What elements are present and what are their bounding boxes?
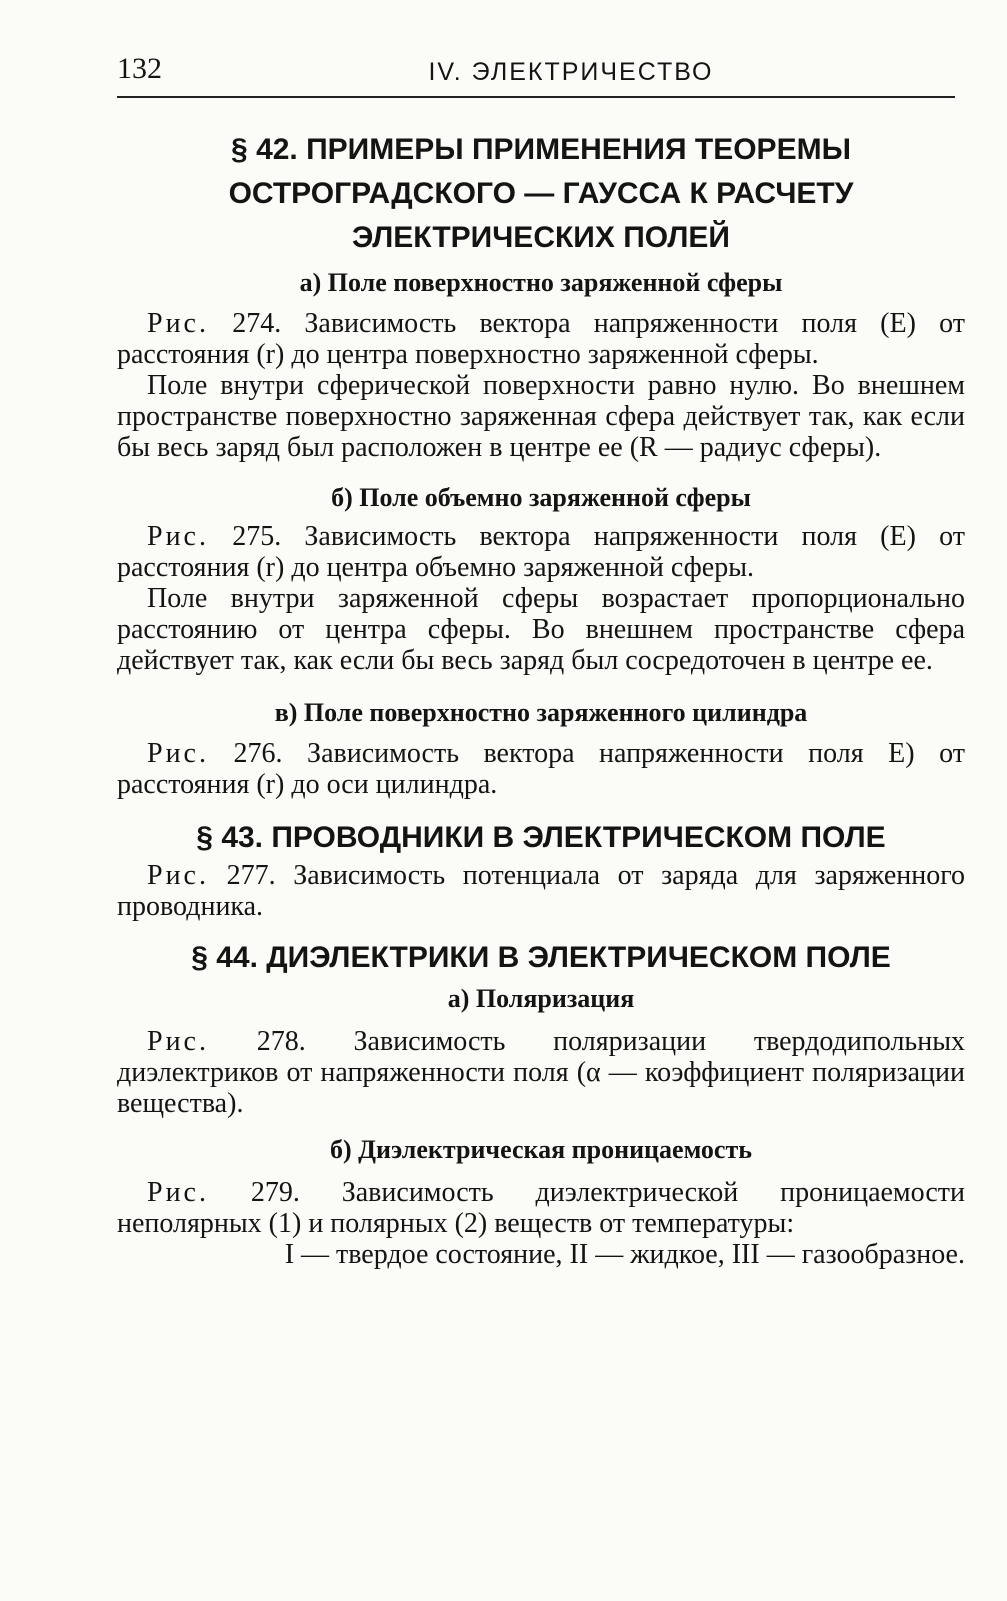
figure-276-caption (117, 738, 965, 800)
page-content (117, 128, 965, 1270)
figure-275-text: 275. Зависимость вектора напряженности поля (E) от расстояния (r) до центра объемно заряженной сферы. (117, 521, 965, 583)
figure-277-text: 277. Зависимость потенциала от заряда для заряженного проводника. (117, 860, 965, 922)
subsection-42v-title: в) Поле поверхностно заряженного цилиндра (274, 698, 808, 727)
figure-274-text: 274. Зависимость вектора напряженности поля (E) от расстояния (r) до центра поверхностно заряженной сферы. (117, 308, 965, 370)
section-42-title (117, 128, 965, 260)
section-42-title-line-1: § 42. ПРИМЕРЫ ПРИМЕНЕНИЯ ТЕОРЕМЫ (231, 133, 851, 166)
figure-label: Рис. (147, 308, 209, 339)
subsection-44a-title: а) Поляризация (447, 984, 635, 1013)
figure-277-caption (117, 860, 965, 922)
section-42-title-line-3: ЭЛЕКТРИЧЕСКИХ ПОЛЕЙ (352, 221, 730, 254)
figure-279-caption-legend: I — твердое состояние, II — жидкое, III — газообразное. (284, 1239, 965, 1270)
figure-279-caption (117, 1177, 965, 1239)
figure-278-text: 278. Зависимость поляризации твердодипольных диэлектриков от напряженности поля (α — коэффициент поляризации вещества). (117, 1026, 966, 1119)
page-number: 132 (117, 52, 162, 85)
figure-label: Рис. (147, 860, 209, 891)
subsection-44b-title: б) Диэлектрическая проницаемость (330, 1135, 752, 1164)
subsection-42b-title: б) Поле объемно заряженной сферы (331, 483, 751, 512)
paragraph-42b-body: Поле внутри заряженной сферы возрастает пропорционально расстоянию от центра сферы. Во внешнем пространстве сфера действует так, как если бы весь заряд был сосредоточен в центре ее. (117, 583, 965, 676)
figure-275-caption (117, 521, 965, 583)
section-42-title-line-2: ОСТРОГРАДСКОГО — ГАУССА К РАСЧЕТУ (228, 177, 854, 210)
figure-label: Рис. (147, 1177, 209, 1208)
figure-274-caption (117, 308, 965, 370)
figure-label: Рис. (147, 1026, 209, 1057)
section-44-title: § 44. ДИЭЛЕКТРИКИ В ЭЛЕКТРИЧЕСКОМ ПОЛЕ (191, 941, 891, 974)
running-head (117, 50, 955, 98)
figure-label: Рис. (147, 521, 209, 552)
subsection-42a-title: а) Поле поверхностно заряженной сферы (299, 268, 783, 297)
figure-279-text: 279. Зависимость диэлектрической проницаемости неполярных (1) и полярных (2) веществ от температуры: (117, 1177, 965, 1239)
section-43-title: § 43. ПРОВОДНИКИ В ЭЛЕКТРИЧЕСКОМ ПОЛЕ (196, 821, 886, 854)
figure-278-caption (117, 1026, 965, 1119)
figure-276-text: 276. Зависимость вектора напряженности поля E) от расстояния (r) до оси цилиндра. (117, 738, 965, 800)
chapter-title: IV. ЭЛЕКТРИЧЕСТВО (428, 58, 714, 86)
paragraph-42a-body: Поле внутри сферической поверхности равно нулю. Во внешнем пространстве поверхностно заряженная сфера действует так, как если бы весь заряд был расположен в центре ее (R — радиус сферы). (117, 370, 965, 463)
figure-label: Рис. (147, 738, 209, 769)
